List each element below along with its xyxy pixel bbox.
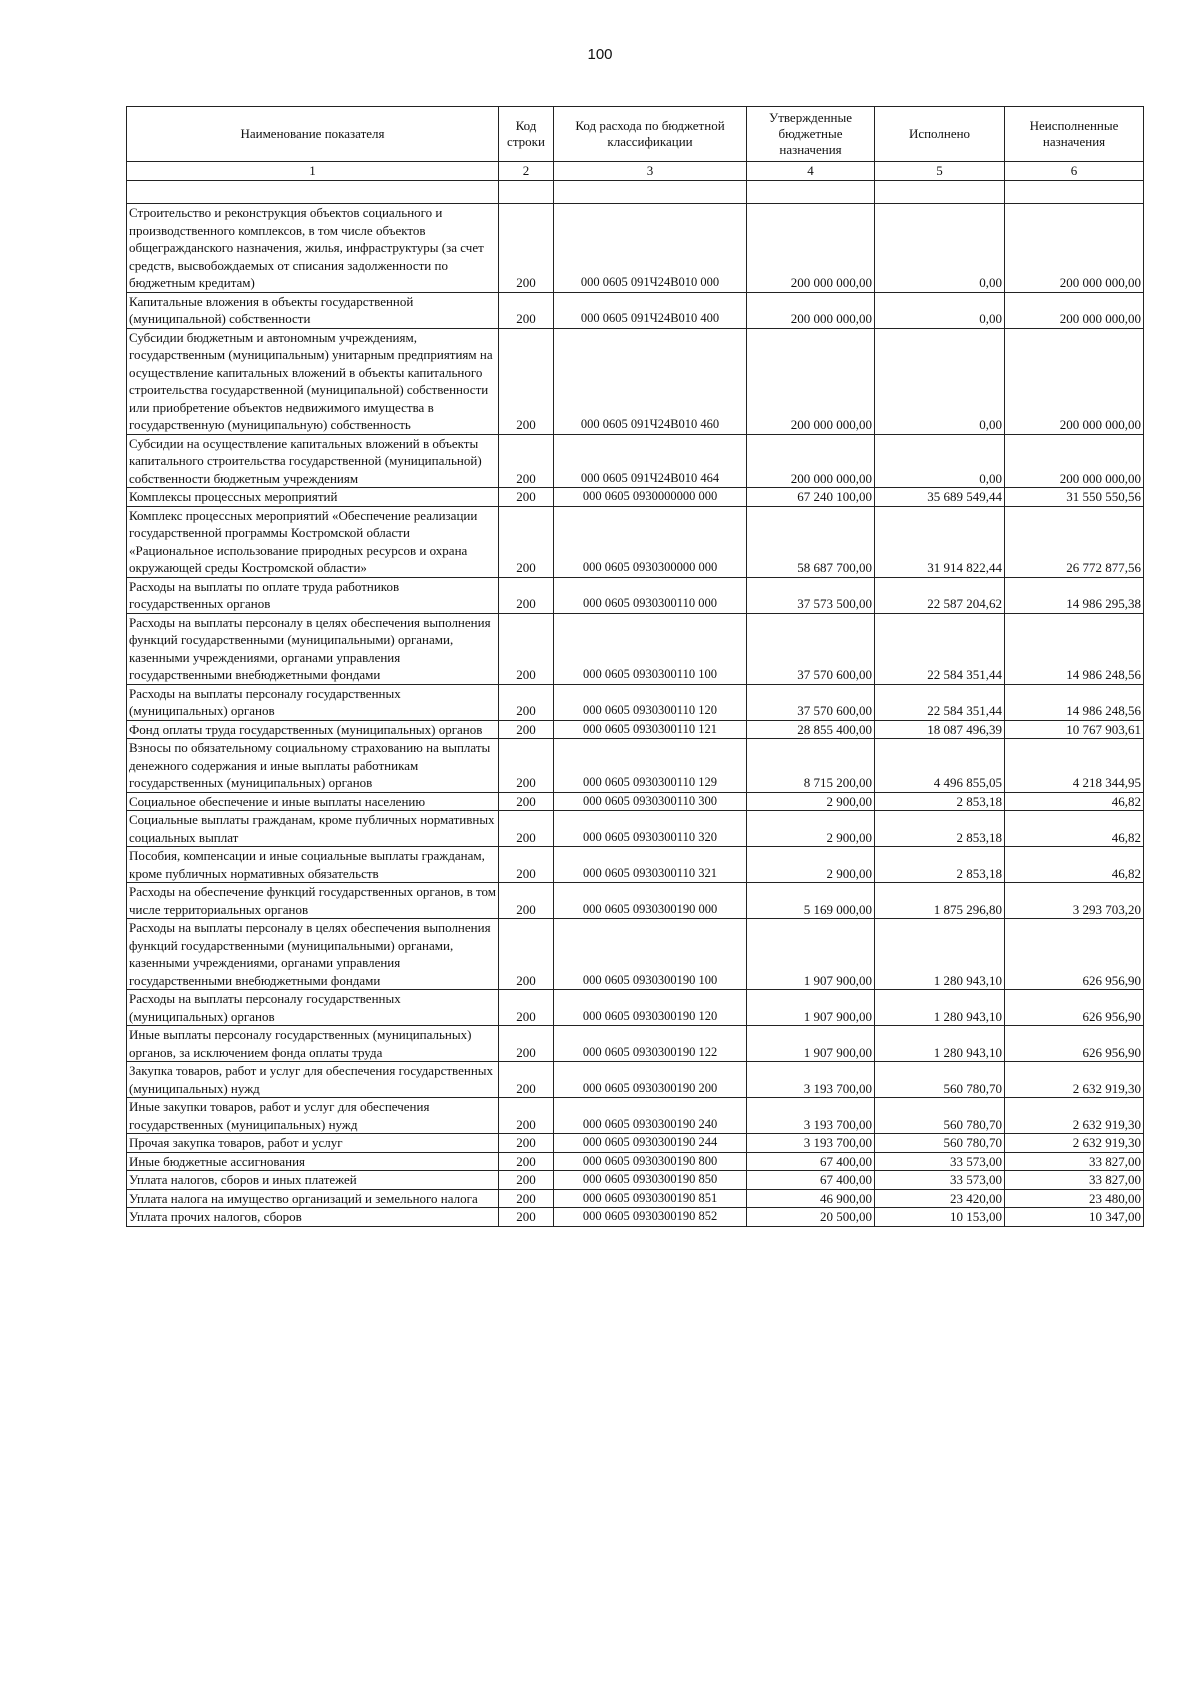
indicator-name: Субсидии бюджетным и автономным учреждениям, государственным (муниципальным) унитарным предприятиям на осуществление капитальных вложений в объекты капитального строительства государственной (муниципальной) собственности или приобретение объектов недвижимого имущества в государственную (муниципальную) собственность [127, 328, 499, 434]
indicator-name: Фонд оплаты труда государственных (муниципальных) органов [127, 720, 499, 739]
header-line-code: Код строки [499, 107, 554, 162]
header-executed: Исполнено [875, 107, 1005, 162]
table-row [127, 1134, 1144, 1153]
table-row [127, 613, 1144, 684]
executed-amount: 0,00 [875, 434, 1005, 488]
unexecuted-amount: 46,82 [1005, 792, 1144, 811]
unexecuted-amount: 200 000 000,00 [1005, 204, 1144, 293]
budget-code: 000 0605 0930300190 120 [554, 990, 747, 1026]
approved-amount: 58 687 700,00 [747, 506, 875, 577]
executed-amount: 560 780,70 [875, 1134, 1005, 1153]
budget-code: 000 0605 0930300190 850 [554, 1171, 747, 1190]
budget-code: 000 0605 0930000000 000 [554, 488, 747, 507]
indicator-name: Прочая закупка товаров, работ и услуг [127, 1134, 499, 1153]
executed-amount: 22 584 351,44 [875, 684, 1005, 720]
unexecuted-amount: 46,82 [1005, 847, 1144, 883]
line-code: 200 [499, 328, 554, 434]
column-number: 3 [554, 162, 747, 181]
table-row [127, 1026, 1144, 1062]
unexecuted-amount: 14 986 295,38 [1005, 577, 1144, 613]
budget-code: 000 0605 0930300110 000 [554, 577, 747, 613]
executed-amount: 1 280 943,10 [875, 1026, 1005, 1062]
line-code: 200 [499, 577, 554, 613]
budget-code: 000 0605 0930300190 244 [554, 1134, 747, 1153]
unexecuted-amount: 4 218 344,95 [1005, 739, 1144, 793]
budget-code: 000 0605 0930300110 300 [554, 792, 747, 811]
table-row [127, 1062, 1144, 1098]
approved-amount: 2 900,00 [747, 792, 875, 811]
line-code: 200 [499, 811, 554, 847]
unexecuted-amount: 26 772 877,56 [1005, 506, 1144, 577]
approved-amount: 1 907 900,00 [747, 990, 875, 1026]
budget-code: 000 0605 0930300190 800 [554, 1152, 747, 1171]
column-number: 5 [875, 162, 1005, 181]
executed-amount: 33 573,00 [875, 1152, 1005, 1171]
indicator-name: Социальное обеспечение и иные выплаты населению [127, 792, 499, 811]
unexecuted-amount: 200 000 000,00 [1005, 434, 1144, 488]
table-row [127, 792, 1144, 811]
column-number: 2 [499, 162, 554, 181]
unexecuted-amount: 200 000 000,00 [1005, 328, 1144, 434]
header-indicator-name: Наименование показателя [127, 107, 499, 162]
spacer-row [127, 181, 1144, 204]
indicator-name: Расходы на выплаты персоналу в целях обеспечения выполнения функций государственными (муниципальными) органами, казенными учреждениями, органами управления государственными внебюджетными фондами [127, 613, 499, 684]
approved-amount: 28 855 400,00 [747, 720, 875, 739]
line-code: 200 [499, 739, 554, 793]
indicator-name: Иные выплаты персоналу государственных (муниципальных) органов, за исключением фонда оплаты труда [127, 1026, 499, 1062]
table-row [127, 811, 1144, 847]
table-row [127, 1152, 1144, 1171]
line-code: 200 [499, 684, 554, 720]
line-code: 200 [499, 1134, 554, 1153]
column-number: 1 [127, 162, 499, 181]
column-number-row [127, 162, 1144, 181]
budget-code: 000 0605 0930300190 200 [554, 1062, 747, 1098]
budget-code: 000 0605 0930300190 240 [554, 1098, 747, 1134]
table-row [127, 328, 1144, 434]
budget-code: 000 0605 0930300110 120 [554, 684, 747, 720]
executed-amount: 1 875 296,80 [875, 883, 1005, 919]
executed-amount: 0,00 [875, 292, 1005, 328]
budget-code: 000 0605 091Ч24В010 460 [554, 328, 747, 434]
table-row [127, 990, 1144, 1026]
indicator-name: Расходы на обеспечение функций государственных органов, в том числе территориальных органов [127, 883, 499, 919]
indicator-name: Иные бюджетные ассигнования [127, 1152, 499, 1171]
unexecuted-amount: 626 956,90 [1005, 1026, 1144, 1062]
approved-amount: 67 400,00 [747, 1171, 875, 1190]
indicator-name: Расходы на выплаты персоналу в целях обеспечения выполнения функций государственными (муниципальными) органами, казенными учреждениями, органами управления государственными внебюджетными фондами [127, 919, 499, 990]
indicator-name: Взносы по обязательному социальному страхованию на выплаты денежного содержания и иные выплаты работникам государственных (муниципальных) органов [127, 739, 499, 793]
indicator-name: Строительство и реконструкция объектов социального и производственного комплексов, в том числе объектов общегражданского назначения, жилья, инфраструктуры (за счет средств, высвобождаемых от списания задолженности по бюджетным кредитам) [127, 204, 499, 293]
indicator-name: Расходы на выплаты персоналу государственных (муниципальных) органов [127, 684, 499, 720]
approved-amount: 1 907 900,00 [747, 1026, 875, 1062]
unexecuted-amount: 2 632 919,30 [1005, 1098, 1144, 1134]
approved-amount: 200 000 000,00 [747, 434, 875, 488]
unexecuted-amount: 14 986 248,56 [1005, 684, 1144, 720]
line-code: 200 [499, 1208, 554, 1227]
indicator-name: Уплата прочих налогов, сборов [127, 1208, 499, 1227]
budget-code: 000 0605 0930300190 122 [554, 1026, 747, 1062]
unexecuted-amount: 23 480,00 [1005, 1189, 1144, 1208]
indicator-name: Социальные выплаты гражданам, кроме публичных нормативных социальных выплат [127, 811, 499, 847]
executed-amount: 22 587 204,62 [875, 577, 1005, 613]
budget-code: 000 0605 091Ч24В010 464 [554, 434, 747, 488]
executed-amount: 35 689 549,44 [875, 488, 1005, 507]
line-code: 200 [499, 1171, 554, 1190]
unexecuted-amount: 10 347,00 [1005, 1208, 1144, 1227]
executed-amount: 560 780,70 [875, 1062, 1005, 1098]
unexecuted-amount: 14 986 248,56 [1005, 613, 1144, 684]
executed-amount: 10 153,00 [875, 1208, 1005, 1227]
table-row [127, 506, 1144, 577]
budget-code: 000 0605 0930300000 000 [554, 506, 747, 577]
unexecuted-amount: 626 956,90 [1005, 919, 1144, 990]
table-row [127, 1208, 1144, 1227]
table-row [127, 434, 1144, 488]
executed-amount: 0,00 [875, 328, 1005, 434]
approved-amount: 46 900,00 [747, 1189, 875, 1208]
table-row [127, 488, 1144, 507]
approved-amount: 3 193 700,00 [747, 1134, 875, 1153]
approved-amount: 37 573 500,00 [747, 577, 875, 613]
table-row [127, 720, 1144, 739]
line-code: 200 [499, 792, 554, 811]
line-code: 200 [499, 1062, 554, 1098]
line-code: 200 [499, 488, 554, 507]
budget-code: 000 0605 0930300190 851 [554, 1189, 747, 1208]
indicator-name: Расходы на выплаты по оплате труда работников государственных органов [127, 577, 499, 613]
line-code: 200 [499, 1098, 554, 1134]
approved-amount: 3 193 700,00 [747, 1098, 875, 1134]
executed-amount: 2 853,18 [875, 792, 1005, 811]
unexecuted-amount: 31 550 550,56 [1005, 488, 1144, 507]
indicator-name: Пособия, компенсации и иные социальные выплаты гражданам, кроме публичных нормативных обязательств [127, 847, 499, 883]
budget-code: 000 0605 091Ч24В010 400 [554, 292, 747, 328]
line-code: 200 [499, 919, 554, 990]
line-code: 200 [499, 292, 554, 328]
table-row [127, 577, 1144, 613]
line-code: 200 [499, 613, 554, 684]
unexecuted-amount: 46,82 [1005, 811, 1144, 847]
budget-execution-table [126, 106, 1144, 1227]
approved-amount: 37 570 600,00 [747, 613, 875, 684]
approved-amount: 37 570 600,00 [747, 684, 875, 720]
header-row [127, 107, 1144, 162]
line-code: 200 [499, 990, 554, 1026]
approved-amount: 200 000 000,00 [747, 204, 875, 293]
unexecuted-amount: 2 632 919,30 [1005, 1062, 1144, 1098]
indicator-name: Уплата налога на имущество организаций и земельного налога [127, 1189, 499, 1208]
executed-amount: 4 496 855,05 [875, 739, 1005, 793]
indicator-name: Иные закупки товаров, работ и услуг для обеспечения государственных (муниципальных) нужд [127, 1098, 499, 1134]
table-row [127, 1171, 1144, 1190]
line-code: 200 [499, 434, 554, 488]
table-row [127, 1098, 1144, 1134]
approved-amount: 5 169 000,00 [747, 883, 875, 919]
budget-code: 000 0605 0930300190 000 [554, 883, 747, 919]
table-row [127, 739, 1144, 793]
budget-code: 000 0605 0930300110 121 [554, 720, 747, 739]
approved-amount: 200 000 000,00 [747, 328, 875, 434]
line-code: 200 [499, 847, 554, 883]
table-row [127, 1189, 1144, 1208]
table-row [127, 204, 1144, 293]
page-number: 100 [587, 46, 613, 63]
line-code: 200 [499, 1152, 554, 1171]
budget-code: 000 0605 0930300110 320 [554, 811, 747, 847]
approved-amount: 1 907 900,00 [747, 919, 875, 990]
table-row [127, 292, 1144, 328]
executed-amount: 2 853,18 [875, 847, 1005, 883]
approved-amount: 20 500,00 [747, 1208, 875, 1227]
line-code: 200 [499, 883, 554, 919]
approved-amount: 2 900,00 [747, 847, 875, 883]
executed-amount: 0,00 [875, 204, 1005, 293]
indicator-name: Капитальные вложения в объекты государственной (муниципальной) собственности [127, 292, 499, 328]
unexecuted-amount: 2 632 919,30 [1005, 1134, 1144, 1153]
executed-amount: 1 280 943,10 [875, 990, 1005, 1026]
unexecuted-amount: 3 293 703,20 [1005, 883, 1144, 919]
approved-amount: 67 240 100,00 [747, 488, 875, 507]
approved-amount: 200 000 000,00 [747, 292, 875, 328]
unexecuted-amount: 10 767 903,61 [1005, 720, 1144, 739]
table-row [127, 847, 1144, 883]
line-code: 200 [499, 204, 554, 293]
line-code: 200 [499, 506, 554, 577]
unexecuted-amount: 33 827,00 [1005, 1171, 1144, 1190]
unexecuted-amount: 33 827,00 [1005, 1152, 1144, 1171]
line-code: 200 [499, 1026, 554, 1062]
line-code: 200 [499, 720, 554, 739]
approved-amount: 3 193 700,00 [747, 1062, 875, 1098]
approved-amount: 8 715 200,00 [747, 739, 875, 793]
table-row [127, 883, 1144, 919]
executed-amount: 560 780,70 [875, 1098, 1005, 1134]
header-unexecuted: Неисполненные назначения [1005, 107, 1144, 162]
indicator-name: Расходы на выплаты персоналу государственных (муниципальных) органов [127, 990, 499, 1026]
budget-code: 000 0605 0930300110 321 [554, 847, 747, 883]
budget-code: 000 0605 0930300190 852 [554, 1208, 747, 1227]
unexecuted-amount: 626 956,90 [1005, 990, 1144, 1026]
table-row [127, 684, 1144, 720]
line-code: 200 [499, 1189, 554, 1208]
header-budget-code: Код расхода по бюджетной классификации [554, 107, 747, 162]
executed-amount: 33 573,00 [875, 1171, 1005, 1190]
executed-amount: 22 584 351,44 [875, 613, 1005, 684]
budget-code: 000 0605 0930300110 129 [554, 739, 747, 793]
budget-code: 000 0605 0930300190 100 [554, 919, 747, 990]
approved-amount: 2 900,00 [747, 811, 875, 847]
unexecuted-amount: 200 000 000,00 [1005, 292, 1144, 328]
header-approved: Утвержденные бюджетные назначения [747, 107, 875, 162]
budget-code: 000 0605 091Ч24В010 000 [554, 204, 747, 293]
executed-amount: 1 280 943,10 [875, 919, 1005, 990]
executed-amount: 18 087 496,39 [875, 720, 1005, 739]
indicator-name: Комплексы процессных мероприятий [127, 488, 499, 507]
indicator-name: Уплата налогов, сборов и иных платежей [127, 1171, 499, 1190]
executed-amount: 23 420,00 [875, 1189, 1005, 1208]
indicator-name: Закупка товаров, работ и услуг для обеспечения государственных (муниципальных) нужд [127, 1062, 499, 1098]
executed-amount: 2 853,18 [875, 811, 1005, 847]
column-number: 4 [747, 162, 875, 181]
budget-code: 000 0605 0930300110 100 [554, 613, 747, 684]
column-number: 6 [1005, 162, 1144, 181]
approved-amount: 67 400,00 [747, 1152, 875, 1171]
table-row [127, 919, 1144, 990]
executed-amount: 31 914 822,44 [875, 506, 1005, 577]
indicator-name: Субсидии на осуществление капитальных вложений в объекты капитального строительства государственной (муниципальной) собственности бюджетным учреждениям [127, 434, 499, 488]
indicator-name: Комплекс процессных мероприятий «Обеспечение реализации государственной программы Костромской области «Рациональное использование природных ресурсов и охрана окружающей среды Костромской области» [127, 506, 499, 577]
